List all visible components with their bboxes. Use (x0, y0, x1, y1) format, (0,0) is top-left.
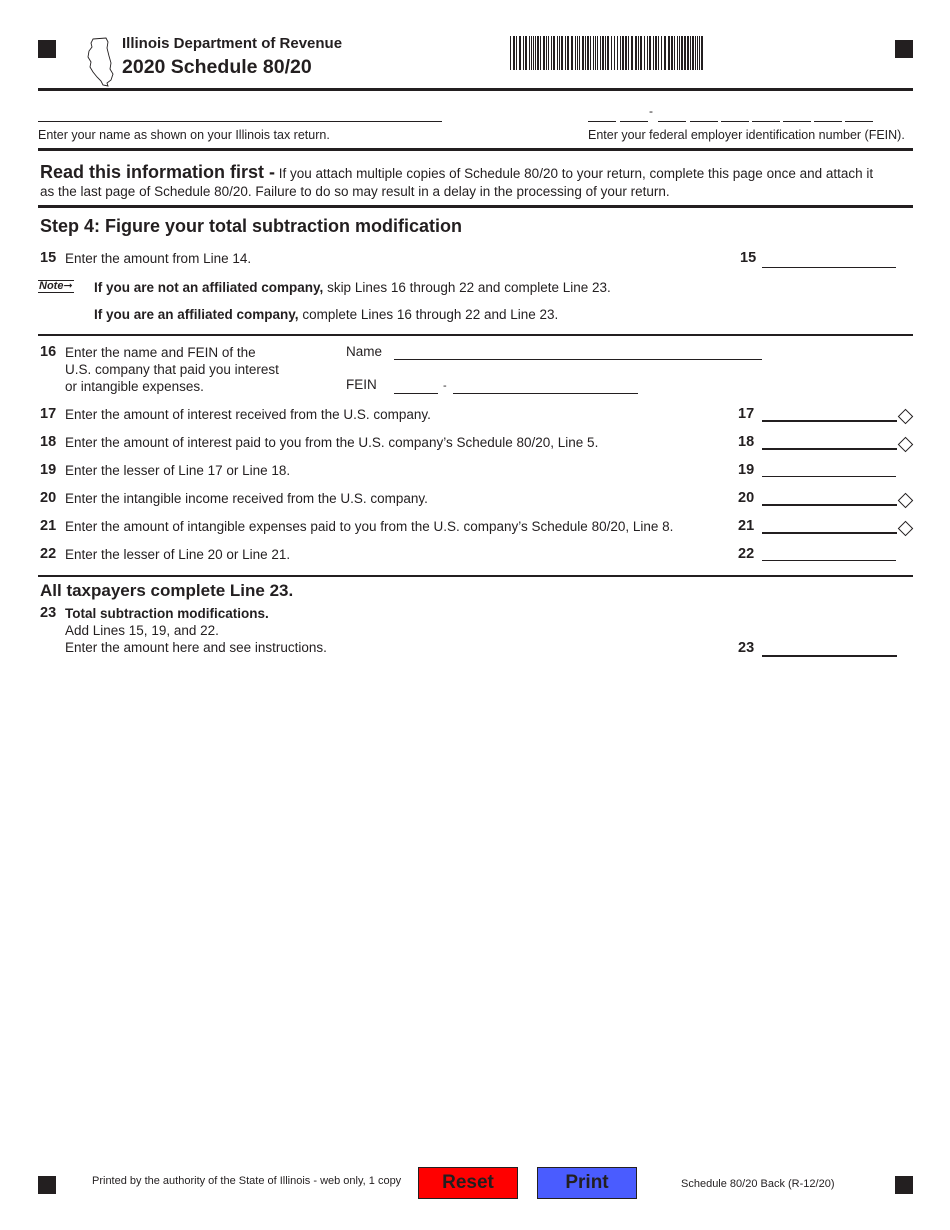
barcode-bar (647, 36, 648, 70)
line16-number: 16 (40, 344, 57, 360)
barcode-bar (565, 36, 566, 70)
fein-digit-input[interactable] (588, 104, 616, 120)
line15-amount-line (762, 267, 896, 268)
line19-right-number: 19 (738, 462, 755, 478)
barcode-bar (579, 36, 580, 70)
barcode-bar (531, 36, 532, 70)
barcode-bar (525, 36, 527, 70)
section-rule-lines (38, 334, 913, 336)
taxpayer-fein-label: Enter your federal employer identification number (FEIN). (588, 128, 905, 142)
barcode-bar (622, 36, 624, 70)
barcode-bar (640, 36, 642, 70)
barcode-bar (620, 36, 621, 70)
barcode-bar (535, 36, 536, 70)
barcode-bar (617, 36, 618, 70)
barcode-bar (600, 36, 601, 70)
barcode-bar (679, 36, 680, 70)
line23-text-2: Add Lines 15, 19, and 22. (65, 623, 219, 638)
barcode-bar (559, 36, 560, 70)
note-not-affiliated-rest: skip Lines 16 through 22 and complete Line 23. (327, 280, 611, 295)
line16-text-3: or intangible expenses. (65, 379, 204, 394)
line18-amount-input[interactable] (764, 431, 895, 447)
line20-text: Enter the intangible income received from the U.S. company. (65, 491, 428, 506)
reset-button[interactable]: Reset (418, 1167, 518, 1199)
line16-fein-prefix-input[interactable] (396, 376, 436, 392)
line15-text: Enter the amount from Line 14. (65, 251, 252, 266)
barcode-bar (553, 36, 555, 70)
barcode-bar (551, 36, 552, 70)
fein-digit-line (814, 121, 842, 122)
line15-right-number: 15 (740, 250, 757, 266)
step4-heading: Step 4: Figure your total subtraction modification (40, 216, 463, 236)
line17-amount-line (762, 420, 897, 422)
barcode-bar (701, 36, 703, 70)
note-tag (38, 280, 74, 293)
barcode-bar (533, 36, 534, 70)
note-affiliated-bold: If you are an affiliated company, (94, 307, 299, 322)
fein-digit-line (620, 121, 648, 122)
fein-digit-line (588, 121, 616, 122)
fein-digit-input[interactable] (814, 104, 842, 120)
barcode-bar (625, 36, 627, 70)
barcode-bar (577, 36, 578, 70)
line16-name-label: Name (346, 344, 383, 359)
taxpayer-name-input[interactable] (40, 104, 440, 120)
line22-right-number: 22 (738, 546, 755, 562)
barcode-bar (529, 36, 530, 70)
line19-number: 19 (40, 462, 57, 478)
barcode-bar (582, 36, 584, 70)
line23-text (65, 605, 327, 656)
line16-fein-dash: - (443, 380, 447, 392)
fein-digit-input[interactable] (690, 104, 718, 120)
line22-amount-input[interactable] (764, 543, 895, 559)
line22-amount-line (762, 560, 896, 561)
line23-amount-line (762, 655, 897, 657)
line17-diamond-icon (898, 409, 914, 425)
barcode-bar (649, 36, 651, 70)
line21-number: 21 (40, 518, 57, 534)
fein-digit-input[interactable] (752, 104, 780, 120)
taxpayer-name-line (38, 121, 442, 122)
line23-number: 23 (40, 605, 57, 621)
line16-name-line (394, 359, 762, 360)
line22-text: Enter the lesser of Line 20 or Line 21. (65, 547, 291, 562)
line18-diamond-icon (898, 437, 914, 453)
read-first-text-1: If you attach multiple copies of Schedule 80/20 to your return, complete this page once and attach it (278, 166, 874, 181)
barcode-bar (664, 36, 666, 70)
fein-digit-line (721, 121, 749, 122)
read-first-heading: Read this information first - (40, 162, 276, 182)
registration-mark-top-left (38, 40, 56, 58)
agency-name: Illinois Department of Revenue (122, 35, 343, 52)
read-first-text-2: as the last page of Schedule 80/20. Failure to do so may result in a delay in the processing of your return. (40, 184, 670, 199)
line17-amount-input[interactable] (764, 403, 895, 419)
line16-text-2: U.S. company that paid you interest (65, 362, 279, 377)
print-button[interactable]: Print (537, 1167, 637, 1199)
line23-text-3: Enter the amount here and see instructions. (65, 640, 327, 655)
barcode-bar (557, 36, 558, 70)
barcode-bar (540, 36, 541, 70)
form-title: 2020 Schedule 80/20 (122, 56, 312, 78)
barcode-bar (607, 36, 609, 70)
fein-digit-input[interactable] (658, 104, 686, 120)
line20-diamond-icon (898, 493, 914, 509)
registration-mark-bottom-left (38, 1176, 56, 1194)
barcode-bar (699, 36, 700, 70)
line20-number: 20 (40, 490, 57, 506)
barcode-bar (695, 36, 696, 70)
all-taxpayers-heading: All taxpayers complete Line 23. (40, 581, 294, 600)
line20-right-number: 20 (738, 490, 755, 506)
line23-right-number: 23 (738, 640, 755, 656)
barcode-bar (571, 36, 573, 70)
barcode-bar (681, 36, 683, 70)
line18-amount-line (762, 448, 897, 450)
section-rule-all-taxpayers (38, 575, 913, 577)
barcode-bar (510, 36, 511, 70)
barcode-bar (537, 36, 539, 70)
barcode-bar (546, 36, 547, 70)
line21-right-number: 21 (738, 518, 755, 534)
section-rule-top (38, 148, 913, 151)
line18-number: 18 (40, 434, 57, 450)
barcode-bar (631, 36, 633, 70)
note-affiliated (94, 307, 558, 322)
barcode-bar (519, 36, 521, 70)
illinois-outline-icon (84, 36, 118, 88)
barcode-bar (668, 36, 670, 70)
barcode-bar (575, 36, 576, 70)
barcode-bar (593, 36, 594, 70)
barcode-bar (674, 36, 675, 70)
note-arrow-icon: ➞ (63, 280, 73, 292)
barcode-bar (628, 36, 629, 70)
line17-text: Enter the amount of interest received from the U.S. company. (65, 407, 431, 422)
registration-mark-top-right (895, 40, 913, 58)
line16-fein-label: FEIN (346, 377, 377, 392)
line20-amount-line (762, 504, 897, 506)
line15-number: 15 (40, 250, 57, 266)
fein-digit-input[interactable] (620, 104, 648, 120)
note-affiliated-rest: complete Lines 16 through 22 and Line 23. (302, 307, 559, 322)
line18-right-number: 18 (738, 434, 755, 450)
barcode-bar (684, 36, 686, 70)
registration-mark-bottom-right (895, 1176, 913, 1194)
barcode-bar (585, 36, 586, 70)
note-not-affiliated (94, 280, 611, 295)
line19-amount-input[interactable] (764, 459, 895, 475)
line21-amount-input[interactable] (764, 515, 895, 531)
barcode-bar (587, 36, 589, 70)
barcode (510, 36, 706, 70)
barcode-bar (687, 36, 689, 70)
line16-text-1: Enter the name and FEIN of the (65, 345, 256, 360)
fein-digit-input[interactable] (783, 104, 811, 120)
line21-diamond-icon (898, 521, 914, 537)
line17-right-number: 17 (738, 406, 755, 422)
note-tag-label: Note (39, 280, 64, 292)
fein-digit-input[interactable] (845, 104, 873, 120)
barcode-bar (513, 36, 515, 70)
barcode-bar (590, 36, 591, 70)
line16-name-input[interactable] (396, 342, 760, 358)
barcode-bar (614, 36, 615, 70)
line16-fein-prefix-line (394, 393, 438, 394)
line20-amount-input[interactable] (764, 487, 895, 503)
line23-amount-input[interactable] (764, 638, 895, 654)
fein-dash: - (649, 104, 653, 118)
barcode-bar (567, 36, 569, 70)
fein-digit-line (690, 121, 718, 122)
barcode-bar (690, 36, 691, 70)
barcode-bar (597, 36, 598, 70)
barcode-bar (523, 36, 524, 70)
barcode-bar (661, 36, 662, 70)
barcode-bar (677, 36, 678, 70)
barcode-bar (543, 36, 545, 70)
fein-digit-line (752, 121, 780, 122)
barcode-bar (644, 36, 645, 70)
header-rule (38, 88, 913, 91)
barcode-bar (605, 36, 606, 70)
barcode-bar (561, 36, 563, 70)
taxpayer-name-label: Enter your name as shown on your Illinois tax return. (38, 128, 330, 142)
read-first-notice (40, 163, 910, 201)
fein-digit-line (658, 121, 686, 122)
barcode-bar (653, 36, 654, 70)
barcode-bar (548, 36, 549, 70)
barcode-bar (658, 36, 659, 70)
line16-fein-suffix-line (453, 393, 638, 394)
line21-text: Enter the amount of intangible expenses paid to you from the U.S. company’s Schedule 80/20, Line 8. (65, 519, 674, 534)
line17-number: 17 (40, 406, 57, 422)
fein-digit-line (845, 121, 873, 122)
line19-amount-line (762, 476, 896, 477)
barcode-bar (611, 36, 612, 70)
fein-digit-line (783, 121, 811, 122)
barcode-bar (635, 36, 637, 70)
printing-authority: Printed by the authority of the State of Illinois - web only, 1 copy (92, 1175, 402, 1187)
barcode-bar (655, 36, 657, 70)
barcode-bar (595, 36, 596, 70)
line15-amount-input[interactable] (764, 250, 894, 266)
line21-amount-line (762, 532, 897, 534)
fein-digit-input[interactable] (721, 104, 749, 120)
line16-text (65, 344, 279, 395)
barcode-bar (638, 36, 639, 70)
barcode-bar (516, 36, 517, 70)
line18-text: Enter the amount of interest paid to you from the U.S. company’s Schedule 80/20, Line 5. (65, 435, 599, 450)
line22-number: 22 (40, 546, 57, 562)
note-not-affiliated-bold: If you are not an affiliated company, (94, 280, 324, 295)
line23-text-1: Total subtraction modifications. (65, 606, 269, 621)
line19-text: Enter the lesser of Line 17 or Line 18. (65, 463, 291, 478)
barcode-bar (692, 36, 694, 70)
form-identifier: Schedule 80/20 Back (R-12/20) (681, 1178, 835, 1190)
line16-fein-suffix-input[interactable] (455, 376, 636, 392)
barcode-bar (602, 36, 604, 70)
barcode-bar (671, 36, 673, 70)
barcode-bar (697, 36, 698, 70)
section-rule-step4 (38, 205, 913, 208)
